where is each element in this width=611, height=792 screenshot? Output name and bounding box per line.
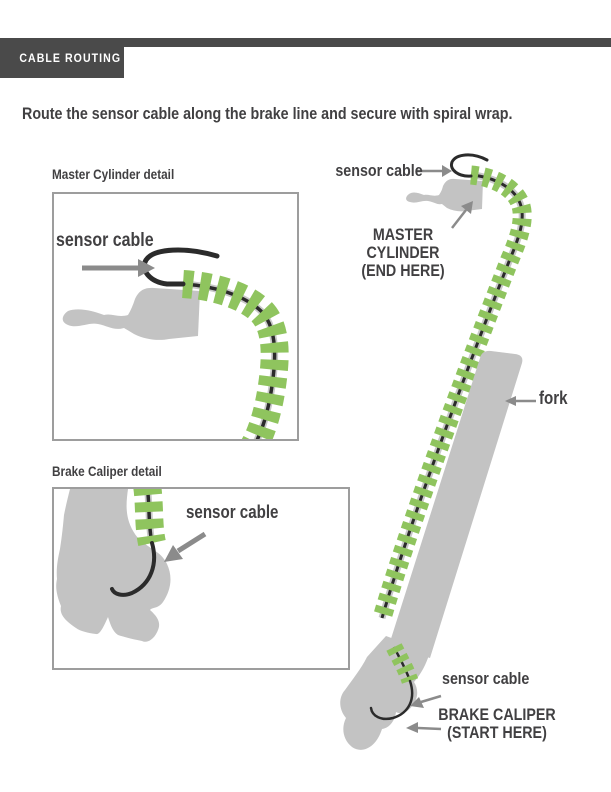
brake-caliper-label-line1: BRAKE CALIPER	[438, 705, 556, 724]
master-cylinder-label	[342, 226, 465, 280]
master-cylinder-label-line2: (END HERE)	[361, 260, 445, 280]
sensor-cable-label-top: sensor cable	[335, 161, 423, 180]
brake-caliper-label	[433, 706, 561, 742]
brake-caliper-label-line2: (START HERE)	[447, 722, 547, 742]
sensor-cable-label-bc-detail: sensor cable	[186, 502, 279, 522]
brake-caliper-shape	[340, 636, 430, 750]
cable-routing-tab-label: CABLE ROUTING	[19, 51, 122, 65]
sensor-cable-loop	[451, 155, 487, 176]
sensor-cable-label-mc-detail: sensor cable	[56, 230, 154, 251]
master-cylinder-detail-title: Master Cylinder detail	[52, 166, 175, 182]
sensor-cable-label-bottom: sensor cable	[442, 669, 530, 688]
fork-label: fork	[539, 388, 568, 408]
brake-caliper-detail-title: Brake Caliper detail	[52, 463, 162, 479]
master-cylinder-label-line1: MASTER CYLINDER	[366, 225, 440, 262]
intro-text: Route the sensor cable along the brake line and secure with spiral wrap.	[22, 104, 513, 123]
